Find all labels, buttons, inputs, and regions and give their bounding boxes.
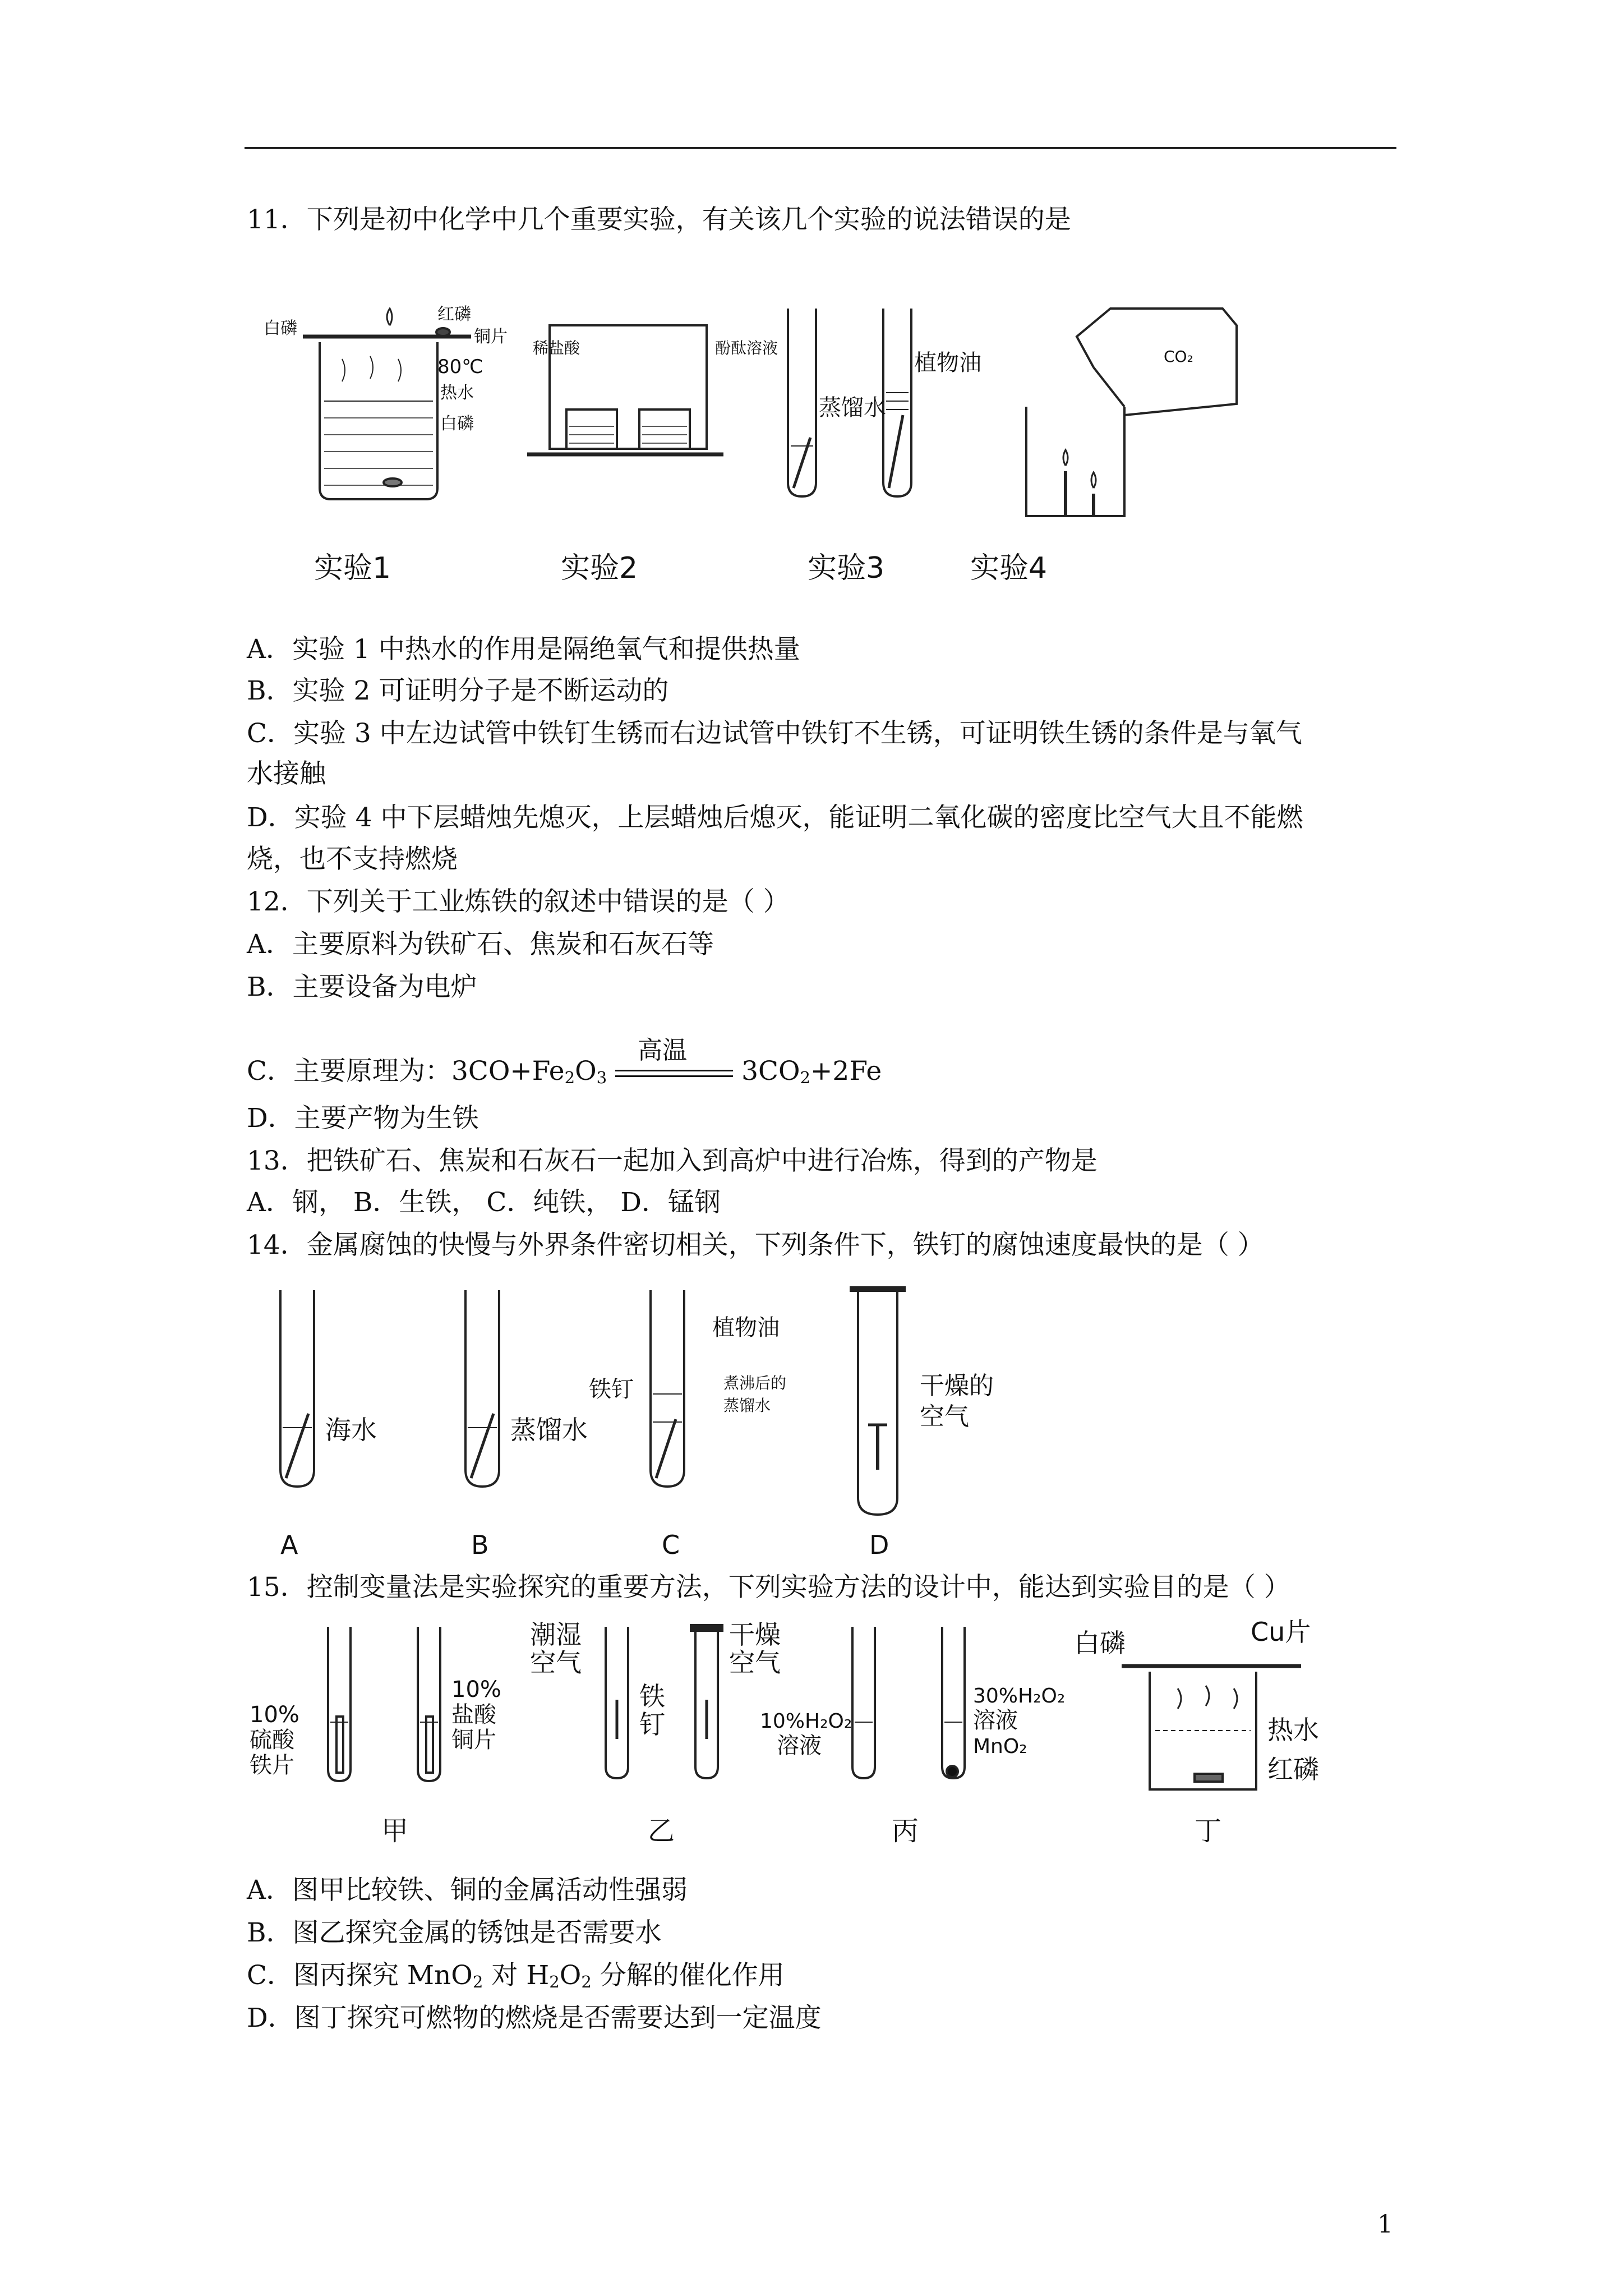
ding-cu: Cu片 xyxy=(1251,1617,1311,1647)
exp1-copper-label: 铜片 xyxy=(474,327,508,347)
yi-dry1: 干燥 xyxy=(729,1619,781,1650)
q12-option-b: B．主要设备为电炉 xyxy=(247,972,477,1002)
page-number: 1 xyxy=(1377,2210,1393,2239)
ding-red-p: 红磷 xyxy=(1267,1754,1319,1784)
yi-nail1: 铁 xyxy=(639,1681,665,1711)
bing-label: 丙 xyxy=(892,1815,919,1847)
yi-dry2: 空气 xyxy=(729,1648,781,1678)
q14-stem: 14．金属腐蚀的快慢与外界条件密切相关，下列条件下，铁钉的腐蚀速度最快的是（ ） xyxy=(247,1230,1264,1260)
jia-acid1: 硫酸 xyxy=(250,1727,294,1753)
yi-humid1: 潮湿 xyxy=(530,1619,582,1650)
q15-option-d: D．图丁探究可燃物的燃烧是否需要达到一定温度 xyxy=(247,2003,822,2033)
bing-sol1: 溶液 xyxy=(777,1733,822,1759)
jia-metal2: 铜片 xyxy=(451,1727,496,1753)
q11-stem: 11．下列是初中化学中几个重要实验，有关该几个实验的说法错误的是 xyxy=(247,204,1071,235)
q11-option-c: C．实验 3 中左边试管中铁钉生锈而右边试管中铁钉不生锈，可证明铁生锈的条件是与氧气 xyxy=(247,718,1302,749)
q14-d-air2: 空气 xyxy=(920,1402,969,1431)
bing-h2o2-10: 10%H₂O₂ xyxy=(760,1710,852,1733)
q12-option-a: A．主要原料为铁矿石、焦炭和石灰石等 xyxy=(247,929,714,960)
q12-stem: 12．下列关于工业炼铁的叙述中错误的是（ ） xyxy=(247,886,790,917)
jia-metal1: 铁片 xyxy=(250,1752,294,1778)
jia-pct2: 10% xyxy=(451,1677,501,1703)
bing-sol2: 溶液 xyxy=(973,1708,1018,1733)
exp3-caption: 实验3 xyxy=(808,551,885,585)
q11-figure-svg xyxy=(258,303,1279,595)
q14-figure-svg xyxy=(264,1285,1082,1565)
q14-c-boiled1: 煮沸后的 xyxy=(723,1374,787,1392)
q14-a-label: A xyxy=(280,1530,298,1560)
q15-option-c: C．图丙探究 MnO$_2$ 对 $H_2O_2$ 分解的催化作用 xyxy=(247,1960,785,1991)
q15-stem: 15．控制变量法是实验探究的重要方法，下列实验方法的设计中，能达到实验目的是（ ） xyxy=(247,1572,1290,1603)
jia-label: 甲 xyxy=(381,1815,409,1847)
exp1-caption: 实验1 xyxy=(314,551,391,585)
exp1-hotwater-label: 热水 xyxy=(440,383,474,403)
exp2-hcl-label: 稀盐酸 xyxy=(533,339,580,357)
q14-b-text: 蒸馏水 xyxy=(510,1415,588,1445)
q11-option-a: A．实验 1 中热水的作用是隔绝氧气和提供热量 xyxy=(247,634,800,665)
q11-option-b: B．实验 2 可证明分子是不断运动的 xyxy=(247,675,669,706)
q13-stem: 13．把铁矿石、焦炭和石灰石一起加入到高炉中进行冶炼，得到的产物是 xyxy=(247,1145,1098,1176)
header-rule xyxy=(245,147,1396,149)
q11-option-d: D．实验 4 中下层蜡烛先熄灭，上层蜡烛后熄灭，能证明二氧化碳的密度比空气大且不能燃 xyxy=(247,802,1303,833)
q14-c-label: C xyxy=(662,1530,680,1560)
q15-option-a: A．图甲比较铁、铜的金属活动性强弱 xyxy=(247,1875,688,1906)
q11-option-c-cont: 水接触 xyxy=(247,758,326,789)
exp1-red-p-label: 红磷 xyxy=(437,305,471,324)
reaction-condition: 高温 xyxy=(615,1062,733,1084)
q15-option-b: B．图乙探究金属的锈蚀是否需要水 xyxy=(247,1917,662,1948)
q14-c-boiled2: 蒸馏水 xyxy=(723,1396,771,1415)
exp3-water-label: 蒸馏水 xyxy=(819,395,886,421)
exp3-oil-label: 植物油 xyxy=(914,350,981,376)
jia-acid2: 盐酸 xyxy=(451,1702,496,1728)
yi-humid2: 空气 xyxy=(530,1648,582,1678)
q13-options: A．钢， B．生铁， C．纯铁， D．锰钢 xyxy=(247,1187,721,1218)
q14-a-text: 海水 xyxy=(325,1415,377,1445)
q14-c-oil: 植物油 xyxy=(712,1315,780,1341)
q14-c-nail: 铁钉 xyxy=(589,1377,634,1402)
exp1-temp-label: 80℃ xyxy=(437,356,483,378)
bing-mno2: MnO₂ xyxy=(973,1735,1027,1758)
yi-label: 乙 xyxy=(648,1815,675,1847)
q11-figure xyxy=(258,303,1279,597)
bing-h2o2-30: 30%H₂O₂ xyxy=(973,1685,1066,1708)
q14-d-air1: 干燥的 xyxy=(920,1372,994,1400)
ding-hot-water: 热水 xyxy=(1267,1715,1319,1745)
q11-option-d-cont: 烧，也不支持燃烧 xyxy=(247,844,458,875)
q15-figure xyxy=(247,1610,1357,1859)
exp1-white-p-label: 白磷 xyxy=(264,319,297,338)
q14-b-label: B xyxy=(471,1530,489,1560)
ding-white-p: 白磷 xyxy=(1074,1628,1126,1658)
q15-figure-svg xyxy=(247,1610,1357,1857)
q14-d-label: D xyxy=(869,1530,889,1560)
exp4-co2-label: CO₂ xyxy=(1164,347,1193,366)
yi-nail2: 钉 xyxy=(639,1709,665,1740)
exp4-caption: 实验4 xyxy=(970,551,1048,585)
exp1-white-p2-label: 白磷 xyxy=(440,414,474,434)
exp2-phen-label: 酚酞溶液 xyxy=(715,339,778,357)
q12-option-c: C．主要原理为：$3CO+Fe_2O_3$ 高温 $3CO_2+2Fe$ xyxy=(247,1036,882,1087)
jia-pct1: 10% xyxy=(250,1702,299,1728)
ding-label: 丁 xyxy=(1195,1815,1222,1847)
q14-figure xyxy=(264,1285,1082,1567)
q12-option-d: D．主要产物为生铁 xyxy=(247,1103,479,1134)
exp2-caption: 实验2 xyxy=(561,551,638,585)
